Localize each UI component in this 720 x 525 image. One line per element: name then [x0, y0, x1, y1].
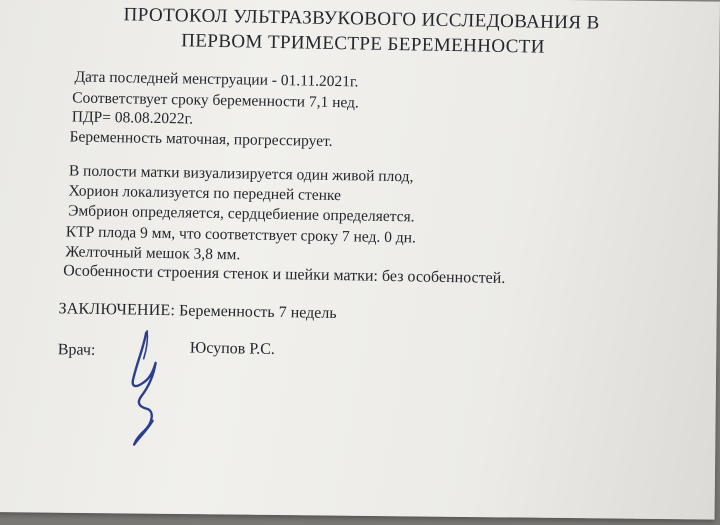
signature-icon [112, 326, 184, 452]
last-period-line: Дата последней менструации - 01.11.2021г. [74, 68, 359, 91]
document-title-line-2: ПЕРВОМ ТРИМЕСТРЕ БЕРЕМЕННОСТИ [181, 30, 546, 58]
conclusion-line [58, 301, 336, 322]
pregnancy-status-line: Беременность маточная, прогрессирует. [69, 128, 333, 150]
embryo-line: Эмбрион определяется, сердцебиение определяется. [68, 202, 415, 226]
doctor-label: Врач: [57, 341, 96, 359]
due-date-line: ПДР= 08.08.2022г. [71, 108, 194, 128]
yolk-sac-line: Желточный мешок 3,8 мм. [65, 243, 241, 264]
chorion-line: Хорион локализуется по передней стенке [68, 182, 342, 205]
ctr-line: КТР плода 9 мм, что соответствует сроку 7 нед. 0 дн. [65, 223, 416, 247]
gestation-match-line: Соответствует сроку беременности 7,1 нед. [72, 89, 360, 112]
conclusion-label: ЗАКЛЮЧЕНИЕ: [58, 300, 176, 320]
doctor-name: Юсупов Р.С. [189, 339, 276, 358]
uterus-features-line: Особенности строения стенок и шейки матки: без особенностей. [63, 262, 506, 288]
fetus-line: В полости матки визуализируется один живой плод, [68, 162, 414, 186]
document-title-line-1: ПРОТОКОЛ УЛЬТРАЗВУКОВОГО ИССЛЕДОВАНИЯ В [123, 4, 600, 34]
conclusion-text: Беременность 7 недель [174, 302, 337, 323]
